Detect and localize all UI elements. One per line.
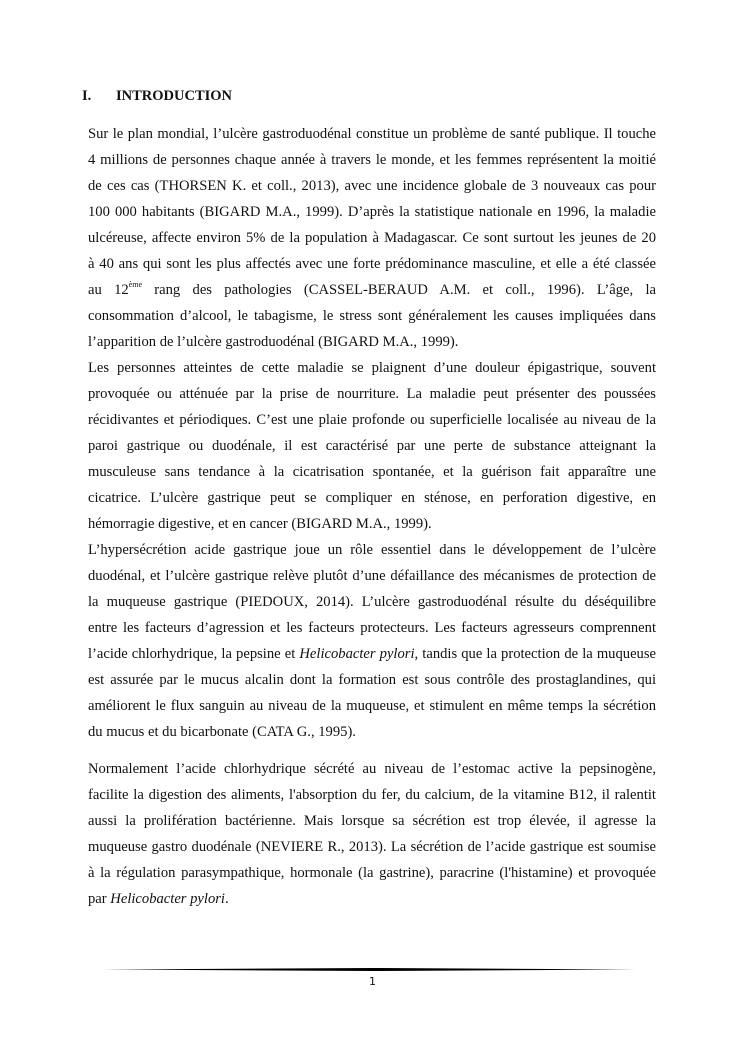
text-segment: consommation d’alcool, le tabagisme, le stress sont généralement les causes impliquées dans xyxy=(88,308,656,324)
text-segment: par xyxy=(88,891,111,907)
text-segment: duodénal, et l’ulcère gastrique relève plutôt d’une défaillance des mécanismes de protection de xyxy=(88,568,656,584)
text-line xyxy=(88,511,656,537)
text-segment: muqueuse gastro duodénale (NEVIERE R., 2013). La sécrétion de l’acide gastrique est soumise xyxy=(88,839,656,855)
paragraph xyxy=(88,537,656,745)
paragraph xyxy=(88,756,656,912)
paragraph xyxy=(88,121,656,355)
section-number: I. xyxy=(82,88,92,104)
text-line xyxy=(88,693,656,719)
superscript: ème xyxy=(128,280,142,289)
text-segment: la muqueuse gastrique (PIEDOUX, 2014). L’ulcère gastroduodénal résulte du déséquilibre xyxy=(88,594,656,610)
text-segment: est assurée par le mucus alcalin dont la formation est sous contrôle des prostaglandines, qui xyxy=(88,672,656,688)
text-segment: , tandis que la protection de la muqueuse xyxy=(414,646,656,662)
text-segment: rang des pathologies (CASSEL-BERAUD A.M. et coll., 1996). L’âge, la xyxy=(142,282,656,298)
text-line xyxy=(88,860,656,886)
text-segment: 4 millions de personnes chaque année à travers le monde, et les femmes représentent la moitié xyxy=(88,152,656,168)
text-segment: à 40 ans qui sont les plus affectés avec une forte prédominance masculine, et elle a été classée xyxy=(88,256,656,272)
text-line xyxy=(88,433,656,459)
text-line xyxy=(88,121,656,147)
text-segment: Sur le plan mondial, l’ulcère gastroduodénal constitue un problème de santé publique. Il touche xyxy=(88,126,656,142)
text-segment: 100 000 habitants (BIGARD M.A., 1999). D’après la statistique nationale en 1996, la maladie xyxy=(88,204,656,220)
italic-term: Helicobacter pylori xyxy=(110,891,225,907)
text-segment: hémorragie digestive, et en cancer (BIGARD M.A., 1999). xyxy=(88,516,432,532)
text-line xyxy=(88,251,656,277)
text-line xyxy=(88,719,656,745)
text-segment: . xyxy=(225,891,229,907)
text-line xyxy=(88,485,656,511)
text-line xyxy=(88,329,656,355)
text-line xyxy=(88,277,656,303)
text-line xyxy=(88,886,656,912)
text-line xyxy=(88,407,656,433)
text-line xyxy=(88,808,656,834)
text-segment: cicatrice. L’ulcère gastrique peut se compliquer en sténose, en perforation digestive, en xyxy=(88,490,656,506)
text-line xyxy=(88,537,656,563)
page-number: 1 xyxy=(369,975,376,988)
text-line xyxy=(88,173,656,199)
text-segment: récidivantes et périodiques. C’est une plaie profonde ou superficielle localisée au niveau de la xyxy=(88,412,656,428)
text-segment: provoquée ou atténuée par la prise de nourriture. La maladie peut présenter des poussées xyxy=(88,386,656,402)
text-line xyxy=(88,667,656,693)
text-line xyxy=(88,756,656,782)
text-segment: du mucus et du bicarbonate (CATA G., 1995). xyxy=(88,724,356,740)
text-segment: facilite la digestion des aliments, l'absorption du fer, du calcium, de la vitamine B12, il ralentit xyxy=(88,787,656,803)
text-line xyxy=(88,355,656,381)
paragraph xyxy=(88,355,656,537)
text-line xyxy=(88,615,656,641)
text-segment: Les personnes atteintes de cette maladie se plaignent d’une douleur épigastrique, souvent xyxy=(88,360,656,376)
text-segment: ulcéreuse, affecte environ 5% de la population à Madagascar. Ce sont surtout les jeunes de 20 xyxy=(88,230,656,246)
text-line xyxy=(88,381,656,407)
text-segment: l’apparition de l’ulcère gastroduodénal (BIGARD M.A., 1999). xyxy=(88,334,459,350)
text-segment: l’acide chlorhydrique, la pepsine et xyxy=(88,646,300,662)
text-line xyxy=(88,225,656,251)
text-segment: L’hypersécrétion acide gastrique joue un rôle essentiel dans le développement de l’ulcère xyxy=(88,542,656,558)
text-line xyxy=(88,303,656,329)
text-line xyxy=(88,782,656,808)
text-segment: paroi gastrique ou duodénale, il est caractérisé par une perte de substance atteignant la xyxy=(88,438,656,454)
text-segment: entre les facteurs d’agression et les facteurs protecteurs. Les facteurs agresseurs comprennent xyxy=(88,620,656,636)
text-line xyxy=(88,147,656,173)
text-segment: au 12 xyxy=(88,282,129,298)
text-segment: de ces cas (THORSEN K. et coll., 2013), avec une incidence globale de 3 nouveaux cas pour xyxy=(88,178,656,194)
text-line xyxy=(88,563,656,589)
text-line xyxy=(88,834,656,860)
text-segment: améliorent le flux sanguin au niveau de la muqueuse, et stimulent en même temps la sécrétion xyxy=(88,698,656,714)
text-line xyxy=(88,199,656,225)
section-title: INTRODUCTION xyxy=(116,88,233,104)
italic-term: Helicobacter pylori xyxy=(299,646,415,662)
text-line xyxy=(88,589,656,615)
text-line xyxy=(88,459,656,485)
text-segment: à la régulation parasympathique, hormonale (la gastrine), paracrine (l'histamine) et provoquée xyxy=(88,865,656,881)
text-segment: aussi la prolifération bactérienne. Mais lorsque sa sécrétion est trop élevée, il agresse la xyxy=(88,813,656,829)
footer-divider xyxy=(102,968,640,971)
text-line xyxy=(88,641,656,667)
text-segment: musculeuse sans tendance à la cicatrisation spontanée, et la guérison fait apparaître une xyxy=(88,464,656,480)
document-body xyxy=(88,121,656,912)
text-segment: Normalement l’acide chlorhydrique sécrété au niveau de l’estomac active la pepsinogène, xyxy=(88,761,656,777)
